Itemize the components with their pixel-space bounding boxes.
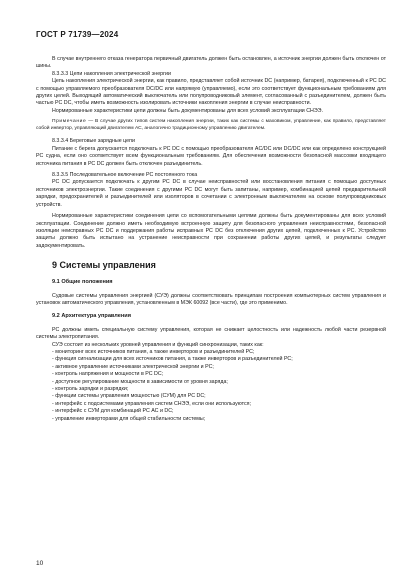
- clause-8-3-3-4-heading: 8.3.3.4 Береговые зарядные цепи: [52, 138, 135, 145]
- list-item: - контроль напряжения и мощности в РС DC;: [52, 371, 164, 378]
- list-item: - интерфейс с подсистемами управления систем СНЭЭ, если они используются;: [52, 400, 251, 407]
- paragraph-ems-principles: Судовые системы управления энергией (СУЭ) должны соответствовать принципам построения компьютерных систем управления и установок автоматического управления, установленным в МЭК 60092 (все части), где это применимо.: [36, 292, 386, 306]
- paragraph-ems-levels: СУЭ состоит из нескольких уровней управления и функций синхронизации, таких как:: [52, 341, 264, 348]
- section-9-2-heading: 9.2 Архитектура управления: [52, 313, 131, 320]
- section-9-title: 9 Системы управления: [52, 260, 156, 271]
- note-text: — В случае других типов систем накопления энергии, таких как системы с маховиком, управление, как правило, представляет собой инвертор, управляющий двигателем АС, аналогично традиционному управлению двигателем.: [36, 119, 386, 131]
- section-9-1-heading: 9.1 Общие положения: [52, 279, 113, 286]
- list-item: - функция сигнализации для всех источников питания, а также инверторов и разъединителей РС;: [52, 356, 293, 363]
- list-item: - управление инверторами для общей стабильности системы;: [52, 415, 206, 422]
- page-number: 10: [36, 560, 44, 567]
- standard-header: ГОСТ Р 71739—2024: [36, 30, 119, 39]
- list-item: - мониторинг всех источников питания, а также инверторов и разъединителей РС;: [52, 348, 255, 355]
- note-label: Примечание: [52, 119, 87, 125]
- list-item: - контроль зарядки и разрядки;: [52, 386, 129, 392]
- paragraph-generator-fault: В случае внутреннего отказа генератора первичный двигатель должен быть остановлен, а источник энергии должен быть отключен от шины.: [36, 56, 386, 70]
- list-item: - функции системы управления мощностью (СУМ) для РС DC;: [52, 393, 206, 400]
- clause-8-3-3-3-heading: 8.3.3.3 Цепи накопления электрической энергии: [52, 70, 171, 77]
- clause-8-3-3-5-heading: 8.3.3.5 Последовательное включение РС постоянного тока: [52, 172, 198, 179]
- paragraph-dc-interconnection: РС DC допускается подключать к другим РС DC в случае неисправностей или восстановления питания с помощью доступных источников электроэнергии. Такие соединения с другими РС DC могут быть запитаны, например, комбинацией цепей предварительной зарядки, предохранителей и разъединителей или изоляторов в сочетании с электронным выключателем на основе полупроводниковых устройств.: [36, 179, 386, 208]
- paragraph-control-system: РС должны иметь специальную систему управления, которая не снижает целостность или надежность любой части резервной системы электропитания.: [36, 326, 386, 341]
- document-body: [36, 56, 386, 423]
- control-functions-list: [36, 349, 386, 423]
- paragraph-shore-charging: Питание с берега допускается подключать к РС DC с помощью преобразователя AC/DC или DC/DC или как определено конструкцией РС судна, если оно соответствует всем функциональным требованиям. Для обеспечения возможности безопасной массовки входящего источника питания в РС DC должен быть отключен разъединитель.: [36, 145, 386, 167]
- note-block: [36, 119, 386, 132]
- list-item: - интерфейс с СУМ для комбинаций РС АС и DC;: [52, 408, 174, 415]
- paragraph-energy-storage-circuit: Цепь накопления электрической энергии, как правило, представляет собой источник DC (например, батарея), подключенный к РС DC с помощью управляемого преобразователя DC/DC или напрямую (управляемо), если это соответствует функциональным требованиям для других целей. Выходящий автоматический выключатель или полупроводниковый элемент, согласованный с разъединителем, должен быть частью РС DC, чтобы иметь возможность изолировать источники накопления энергии в случае неисправности.: [36, 78, 386, 107]
- list-item: - активное управление источниками электрической энергии и РС;: [52, 363, 214, 370]
- paragraph-circuit-ratings: Нормированные характеристики цепи должны быть документированы для всех условий эксплуатации СНЭЭ.: [52, 107, 323, 114]
- list-item: - доступное регулирование мощности в зависимости от уровня заряда;: [52, 378, 228, 385]
- paragraph-connection-ratings: Нормированные характеристики соединения цепи со вспомогательными цепями должны быть документированы для всех условий эксплуатации. Соединение должно иметь необходимую встроенную защиту для безопасного управления неисправностями, безопасной изоляции неисправных РС DC и поддержания работы исправных РС DC без отключения других цепей, подключенных к РС. Устройство защиты должно быть испытано на устранение неисправности при сохранении работы других цепей, и результаты следует задокументировать.: [36, 213, 386, 249]
